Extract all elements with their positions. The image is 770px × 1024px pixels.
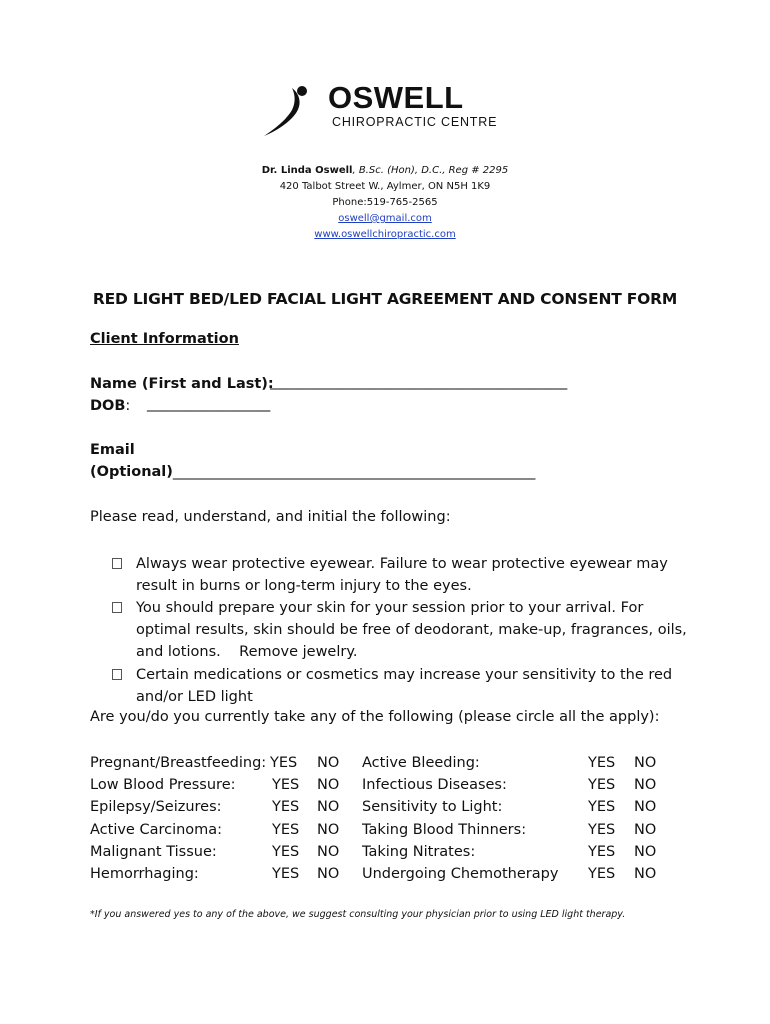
dob-colon: : xyxy=(125,398,131,414)
address: 420 Talbot Street W., Aylmer, ON N5H 1K9 xyxy=(279,181,491,192)
doctor-name: Dr. Linda Oswell xyxy=(261,165,353,176)
footnote: *If you answered yes to any of the above, we suggest consulting your physician prior to using LED light therapy. xyxy=(90,909,626,920)
condition-label: Active Carcinoma: xyxy=(90,822,223,838)
yes-option[interactable]: YES xyxy=(272,799,300,815)
website-link[interactable]: www.oswellchiropractic.com xyxy=(314,229,456,240)
yes-option[interactable]: YES xyxy=(588,822,616,838)
checkbox-icon[interactable] xyxy=(112,602,122,613)
condition-label: Undergoing Chemotherapy xyxy=(362,866,559,882)
condition-label: Infectious Diseases: xyxy=(362,777,507,793)
optional-label: (Optional) xyxy=(90,464,173,480)
no-option[interactable]: NO xyxy=(317,755,340,771)
dob-label: DOB xyxy=(90,398,126,414)
checklist-text: Always wear protective eyewear. Failure to wear protective eyewear may result in burns or long-term injury to the eyes. xyxy=(136,556,668,594)
swoosh-figure-icon xyxy=(262,84,326,138)
no-option[interactable]: NO xyxy=(634,866,657,882)
instructions-text: Please read, understand, and initial the following: xyxy=(90,509,451,525)
no-option[interactable]: NO xyxy=(317,777,340,793)
checkbox-icon[interactable] xyxy=(112,558,122,569)
email-link[interactable]: oswell@gmail.com xyxy=(338,213,432,224)
no-option[interactable]: NO xyxy=(317,844,340,860)
yes-option[interactable]: YES xyxy=(588,799,616,815)
name-field-line[interactable]: _________________________________________ xyxy=(270,374,568,390)
yes-option[interactable]: YES xyxy=(272,822,300,838)
email-label: Email xyxy=(90,442,135,458)
contact-block xyxy=(0,163,770,243)
name-label: Name (First and Last): xyxy=(90,376,274,392)
condition-label: Pregnant/Breastfeeding: xyxy=(90,755,267,771)
yes-option[interactable]: YES xyxy=(270,755,298,771)
checklist-text: Certain medications or cosmetics may increase your sensitivity to the red and/or LED light xyxy=(136,667,673,705)
yes-option[interactable]: YES xyxy=(588,844,616,860)
yes-option[interactable]: YES xyxy=(588,866,616,882)
dob-field-line[interactable]: _________________ xyxy=(147,396,271,412)
condition-label: Sensitivity to Light: xyxy=(362,799,503,815)
no-option[interactable]: NO xyxy=(634,777,657,793)
doctor-line xyxy=(0,163,770,179)
question-text: Are you/do you currently take any of the following (please circle all the apply): xyxy=(90,709,660,725)
checkbox-icon[interactable] xyxy=(112,669,122,680)
yes-option[interactable]: YES xyxy=(588,755,616,771)
client-info-heading: Client Information xyxy=(90,331,239,347)
yes-option[interactable]: YES xyxy=(272,866,300,882)
email-field-line[interactable]: __________________________________________________ xyxy=(172,464,536,480)
phone: Phone:519-765-2565 xyxy=(332,197,438,208)
doctor-credentials: , B.Sc. (Hon), D.C., Reg # 2295 xyxy=(352,165,509,176)
logo-subtitle: CHIROPRACTIC CENTRE xyxy=(332,115,498,129)
no-option[interactable]: NO xyxy=(317,799,340,815)
yes-option[interactable]: YES xyxy=(588,777,616,793)
no-option[interactable]: NO xyxy=(634,822,657,838)
no-option[interactable]: NO xyxy=(317,866,340,882)
no-option[interactable]: NO xyxy=(317,822,340,838)
condition-label: Low Blood Pressure: xyxy=(90,777,236,793)
optional-row xyxy=(90,464,535,480)
condition-label: Hemorrhaging: xyxy=(90,866,199,882)
no-option[interactable]: NO xyxy=(634,844,657,860)
form-title: RED LIGHT BED/LED FACIAL LIGHT AGREEMENT AND CONSENT FORM xyxy=(92,290,678,308)
yes-option[interactable]: YES xyxy=(272,777,300,793)
checklist-text: You should prepare your skin for your session prior to your arrival. For optimal results, skin should be free of deodorant, make-up, fragrances, oils, and lotions. Remove jewelry. xyxy=(136,600,692,660)
condition-label: Active Bleeding: xyxy=(362,755,480,771)
condition-label: Taking Nitrates: xyxy=(362,844,476,860)
condition-label: Malignant Tissue: xyxy=(90,844,217,860)
dob-row xyxy=(90,398,130,414)
no-option[interactable]: NO xyxy=(634,755,657,771)
condition-label: Taking Blood Thinners: xyxy=(362,822,527,838)
logo-name: OSWELL xyxy=(328,80,464,115)
oswell-logo xyxy=(262,80,502,140)
condition-label: Epilepsy/Seizures: xyxy=(90,799,222,815)
no-option[interactable]: NO xyxy=(634,799,657,815)
yes-option[interactable]: YES xyxy=(272,844,300,860)
